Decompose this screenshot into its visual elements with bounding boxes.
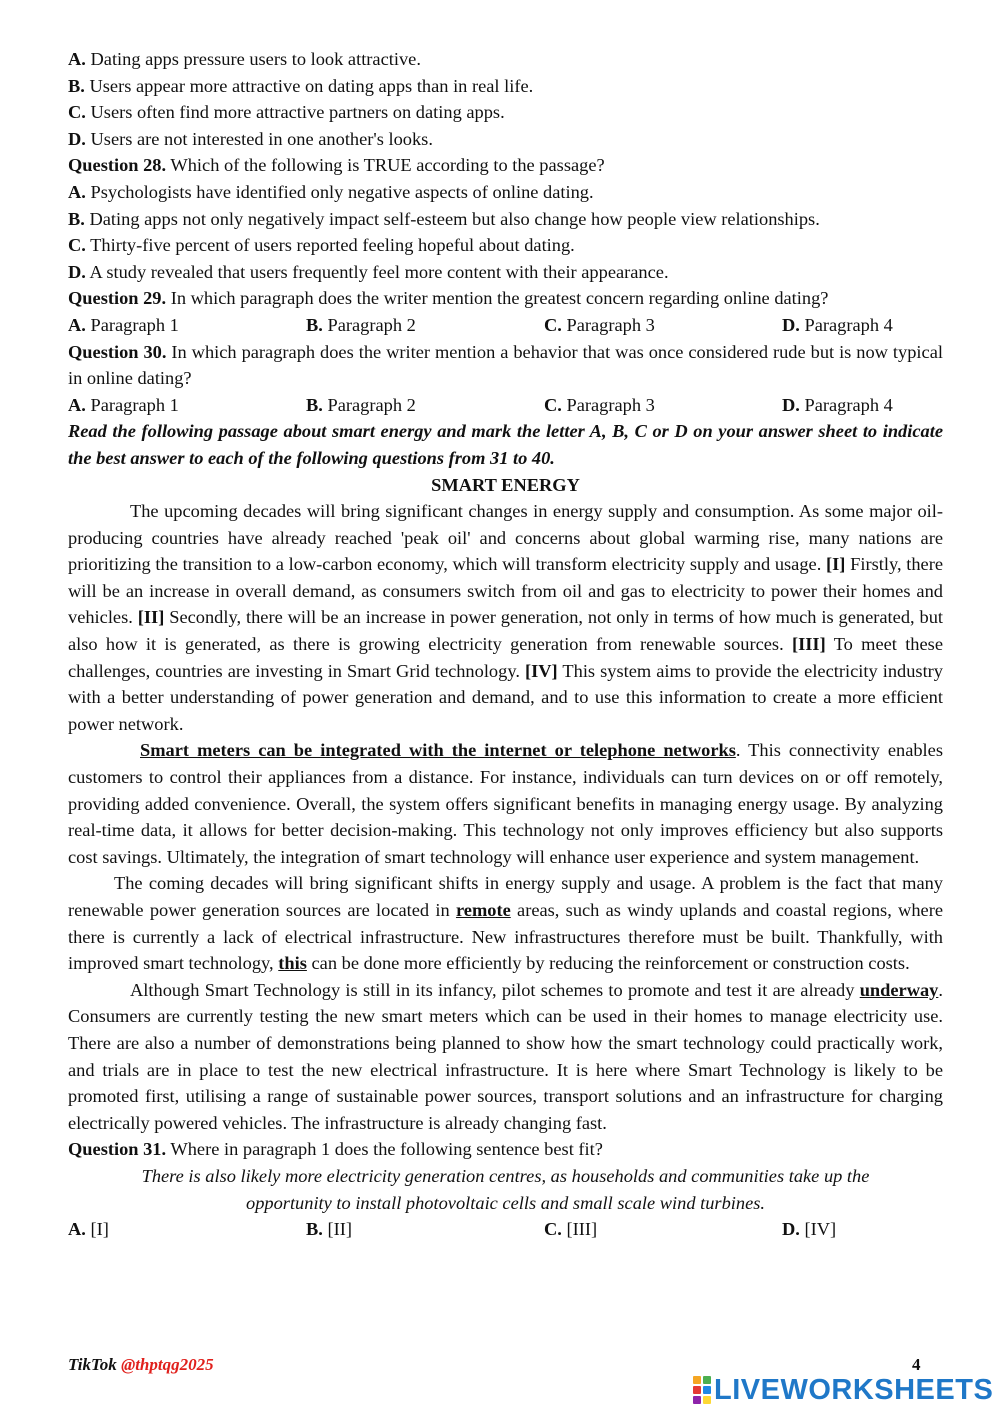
q31-option-b: B. [II] bbox=[306, 1219, 352, 1240]
insert-marker-2: [II] bbox=[137, 607, 165, 628]
q27-option-c: C. Users often find more attractive partners on dating apps. bbox=[68, 102, 505, 123]
liveworksheets-logo bbox=[693, 1373, 993, 1407]
passage-paragraph-2: Smart meters can be integrated with the internet or telephone networks. This connectivity enables customers to control their appliances from a distance. For instance, individuals can turn devices on or off remotely, providing added convenience. Overall, the system offers significant benefits in managing energy usage. By analyzing real-time data, it allows for better decision-making. This technology not only improves efficiency but also supports cost savings. Ultimately, the integration of smart technology will enhance user experience and system management. bbox=[68, 740, 943, 867]
footer-platform: TikTok bbox=[68, 1355, 117, 1374]
brand-name: LIVEWORKSHEETS bbox=[714, 1374, 994, 1406]
underlined-sentence: Smart meters can be integrated with the internet or telephone networks bbox=[140, 740, 736, 761]
footer-credit bbox=[68, 1355, 214, 1375]
insert-marker-3: [III] bbox=[791, 634, 826, 655]
logo-grid-icon bbox=[693, 1376, 711, 1404]
question-30: Question 30. In which paragraph does the writer mention a behavior that was once considered rude but is now typical in online dating? bbox=[68, 341, 943, 389]
q29-option-d: D. Paragraph 4 bbox=[782, 314, 893, 335]
q30-option-b: B. Paragraph 2 bbox=[306, 394, 416, 415]
q28-option-a: A. Psychologists have identified only negative aspects of online dating. bbox=[68, 181, 594, 202]
q27-option-b: B. Users appear more attractive on dating apps than in real life. bbox=[68, 75, 534, 96]
passage-paragraph-4: Although Smart Technology is still in its infancy, pilot schemes to promote and test it are already underway. Consumers are currently testing the new smart meters which can be used in their homes to manage electricity use. There are also a number of demonstrations being planned to show how the smart technology could practically work, and trials are in place to test the new electrical infrastructure. It is here where Smart Technology is likely to be promoted first, utilising a range of sustainable power sources, transport solutions and an infrastructure for charging electrically powered vehicles. The infrastructure is already changing fast. bbox=[68, 979, 943, 1133]
q29-options bbox=[68, 312, 943, 339]
q29-option-b: B. Paragraph 2 bbox=[306, 314, 416, 335]
footer-handle: @thptqg2025 bbox=[121, 1355, 214, 1374]
q28-option-c: C. Thirty-five percent of users reported feeling hopeful about dating. bbox=[68, 235, 575, 256]
underlined-word-remote: remote bbox=[455, 900, 511, 920]
q30-option-a: A. Paragraph 1 bbox=[68, 394, 179, 415]
q30-option-d: D. Paragraph 4 bbox=[782, 394, 893, 415]
q28-option-b: B. Dating apps not only negatively impact self-esteem but also change how people view relationships. bbox=[68, 208, 820, 229]
underlined-word-this: this bbox=[278, 953, 307, 974]
passage-paragraph-3: The coming decades will bring significant shifts in energy supply and usage. A problem is the fact that many renewable power generation sources are located in remote areas, such as windy uplands and coastal regions, where there is currently a lack of electrical infrastructure. New infrastructures therefore must be built. Thankfully, with improved smart technology, this can be done more efficiently by reducing the reinforcement or construction costs. bbox=[68, 873, 943, 974]
q29-option-c: C. Paragraph 3 bbox=[544, 314, 655, 335]
question-28: Question 28. Which of the following is TRUE according to the passage? bbox=[68, 155, 605, 176]
underlined-word-underway: underway bbox=[859, 979, 939, 1000]
q27-option-d: D. Users are not interested in one another's looks. bbox=[68, 128, 433, 149]
page-number: 4 bbox=[912, 1355, 921, 1374]
reading-instruction: Read the following passage about smart energy and mark the letter A, B, C or D on your answer sheet to indicate the best answer to each of the following questions from 31 to 40. bbox=[68, 421, 943, 468]
q31-option-a: A. [I] bbox=[68, 1219, 109, 1240]
passage-paragraph-1: The upcoming decades will bring significant changes in energy supply and consumption. As some major oil-producing countries have already reached 'peak oil' and concerns about global warming rise, many nations are prioritizing the transition to a low-carbon economy, which will transform electricity supply and usage. [I] Firstly, there will be an increase in overall demand, as consumers switch from oil and gas to electricity to power their homes and vehicles. [II] Secondly, there will be an increase in power generation, not only in terms of how much is generated, but also how it is generated, as there is growing electricity generation from renewable sources. [III] To meet these challenges, countries are investing in Smart Grid technology. [IV] This system aims to provide the electricity industry with a better understanding of power generation and demand, and to use this information to create a more efficient power network. bbox=[68, 501, 944, 734]
insert-marker-1: [I] bbox=[826, 554, 846, 575]
document-page bbox=[68, 46, 943, 1243]
insert-marker-4: [IV] bbox=[524, 660, 558, 681]
q30-option-c: C. Paragraph 3 bbox=[544, 394, 655, 415]
q31-options bbox=[68, 1216, 943, 1243]
question-31: Question 31. Where in paragraph 1 does the following sentence best fit? bbox=[68, 1139, 603, 1160]
q30-options bbox=[68, 392, 943, 419]
q31-insert-sentence: There is also likely more electricity generation centres, as households and communities take up the opportunity to install photovoltaic cells and small scale wind turbines. bbox=[141, 1165, 870, 1213]
passage-title: SMART ENERGY bbox=[431, 474, 580, 495]
q28-option-d: D. A study revealed that users frequently feel more content with their appearance. bbox=[68, 261, 669, 282]
question-29: Question 29. In which paragraph does the writer mention the greatest concern regarding online dating? bbox=[68, 288, 829, 309]
q31-option-d: D. [IV] bbox=[782, 1219, 837, 1240]
q27-option-a: A. Dating apps pressure users to look attractive. bbox=[68, 49, 421, 69]
q29-option-a: A. Paragraph 1 bbox=[68, 314, 179, 335]
q31-option-c: C. [III] bbox=[544, 1219, 598, 1240]
